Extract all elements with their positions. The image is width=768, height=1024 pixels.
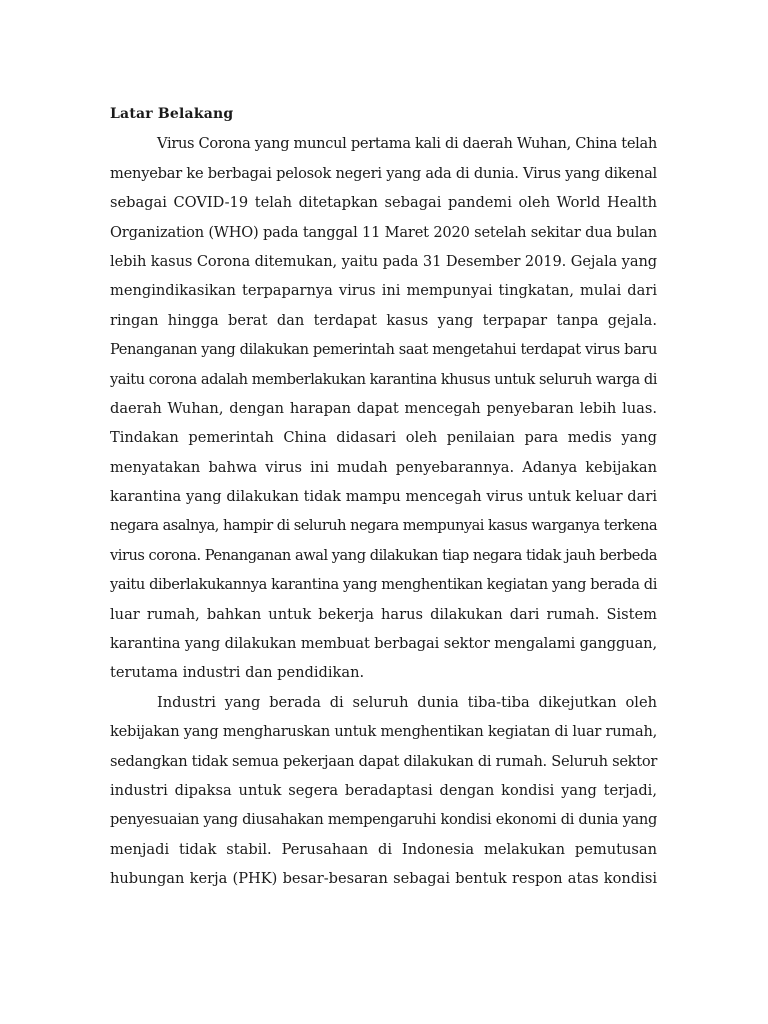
paragraphs-container [110,129,657,893]
paragraph-line: sebagai COVID-19 telah ditetapkan sebagai pandemi oleh World Health [110,194,657,212]
paragraph-line: kebijakan yang mengharuskan untuk menghentikan kegiatan di luar rumah, [110,723,657,741]
paragraph-line: Industri yang berada di seluruh dunia tiba-tiba dikejutkan oleh [157,693,657,711]
paragraph-line: sedangkan tidak semua pekerjaan dapat dilakukan di rumah. Seluruh sektor [110,752,658,770]
paragraph-line: yaitu corona adalah memberlakukan karantina khusus untuk seluruh warga di [110,370,657,388]
document-body [110,100,657,894]
paragraph-line: daerah Wuhan, dengan harapan dapat mencegah penyebaran lebih luas. [110,399,657,417]
paragraph [110,688,657,894]
paragraph-line: negara asalnya, hampir di seluruh negara mempunyai kasus warganya terkena [110,517,657,535]
paragraph-line: Organization (WHO) pada tanggal 11 Maret 2020 setelah sekitar dua bulan [110,223,658,241]
paragraph-line: Penanganan yang dilakukan pemerintah saat mengetahui terdapat virus baru [110,341,657,359]
paragraph-line: virus corona. Penanganan awal yang dilakukan tiap negara tidak jauh berbeda [110,546,658,564]
paragraph [110,129,657,687]
paragraph-line: mengindikasikan terpaparnya virus ini mempunyai tingkatan, mulai dari [110,282,657,300]
paragraph-line: karantina yang dilakukan tidak mampu mencegah virus untuk keluar dari [110,488,657,506]
paragraph-line: menjadi tidak stabil. Perusahaan di Indonesia melakukan pemutusan [110,840,657,858]
paragraph-line: ringan hingga berat dan terdapat kasus yang terpapar tanpa gejala. [110,311,657,329]
paragraph-line: menyatakan bahwa virus ini mudah penyebarannya. Adanya kebijakan [110,458,657,476]
paragraph-line: yaitu diberlakukannya karantina yang menghentikan kegiatan yang berada di [110,576,657,594]
paragraph-line: menyebar ke berbagai pelosok negeri yang ada di dunia. Virus yang dikenal [110,164,657,182]
paragraph-line: luar rumah, bahkan untuk bekerja harus dilakukan dari rumah. Sistem [110,605,657,623]
paragraph-line: Tindakan pemerintah China didasari oleh penilaian para medis yang [110,429,657,447]
paragraph-line: karantina yang dilakukan membuat berbagai sektor mengalami gangguan, [110,635,658,653]
paragraph-line: hubungan kerja (PHK) besar-besaran sebagai bentuk respon atas kondisi [110,870,657,888]
paragraph-line: Virus Corona yang muncul pertama kali di daerah Wuhan, China telah [157,135,657,153]
section-heading: Latar Belakang [110,106,234,122]
paragraph-line: penyesuaian yang diusahakan mempengaruhi kondisi ekonomi di dunia yang [110,811,657,829]
paragraph-line: industri dipaksa untuk segera beradaptasi dengan kondisi yang terjadi, [110,782,657,799]
paragraph-line: lebih kasus Corona ditemukan, yaitu pada 31 Desember 2019. Gejala yang [110,252,658,270]
paragraph-line: terutama industri dan pendidikan. [110,664,365,682]
